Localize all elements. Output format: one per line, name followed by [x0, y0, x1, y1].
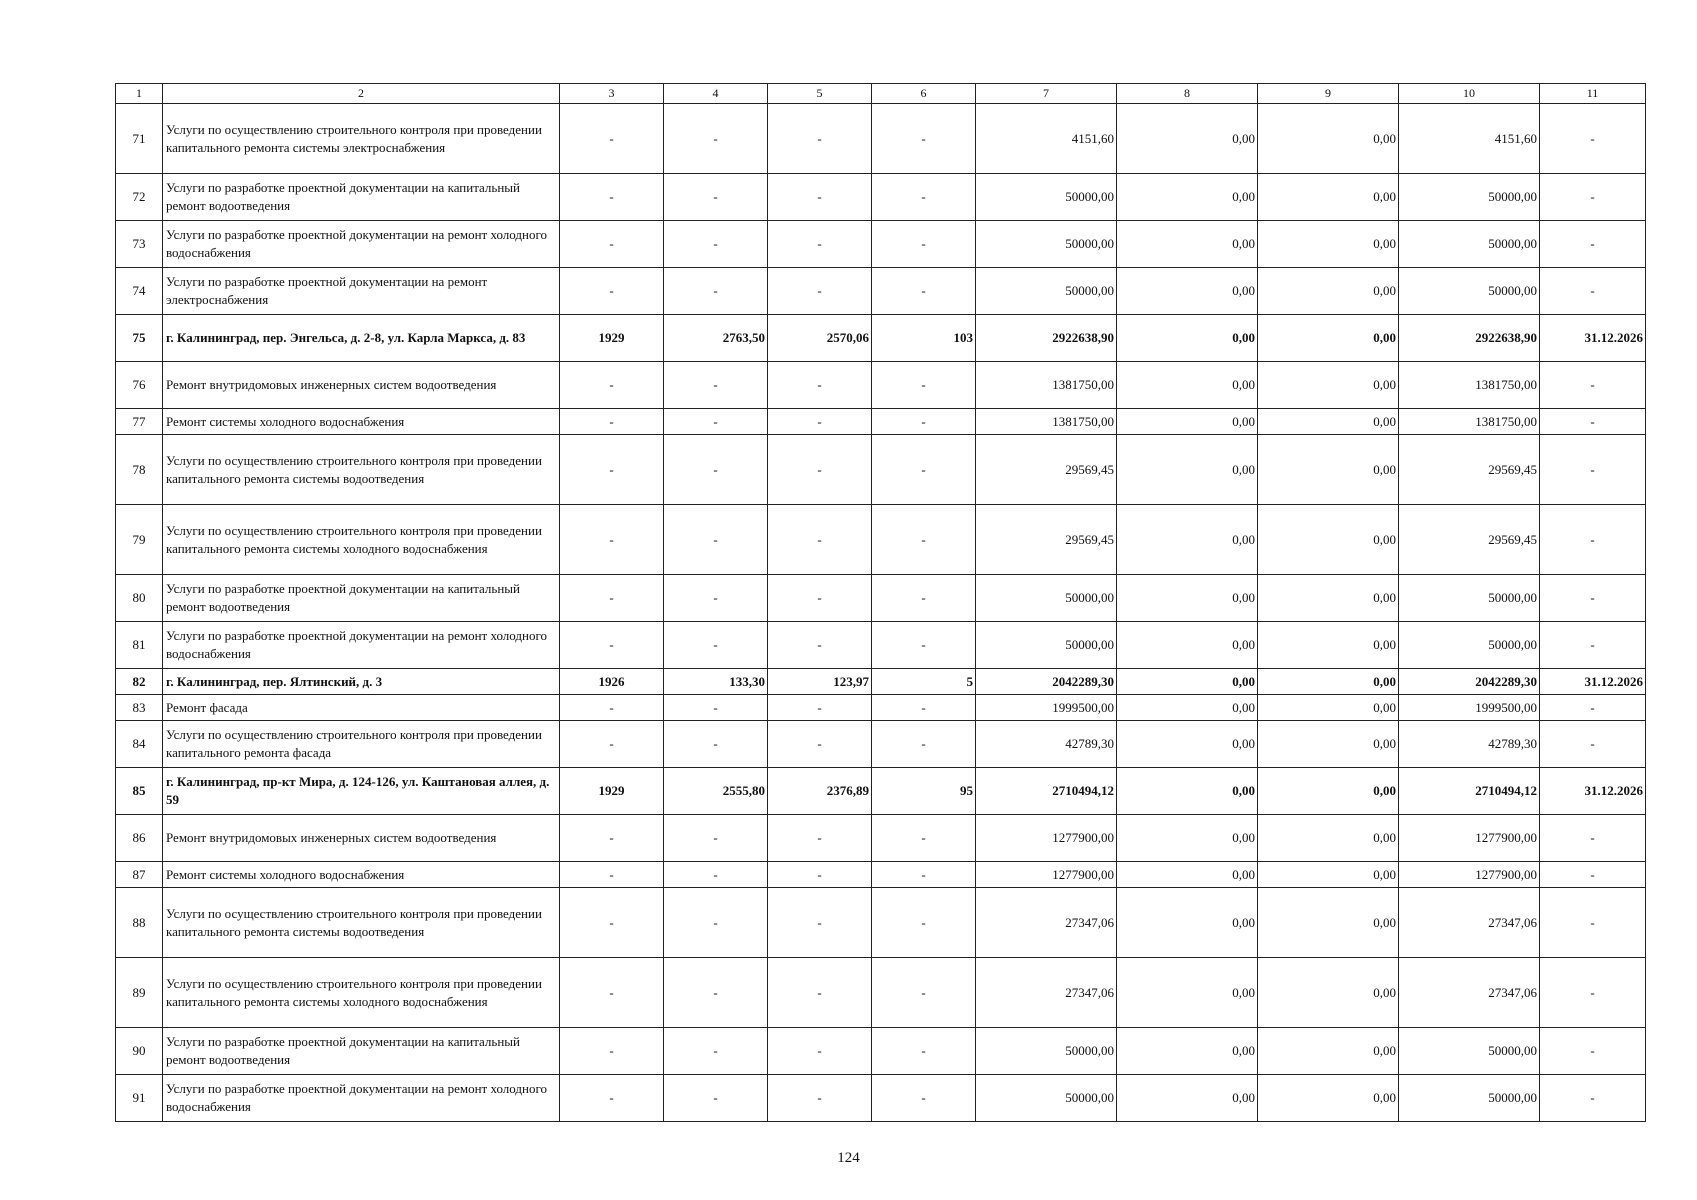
address-row — [116, 669, 1646, 695]
residents-cell: - — [872, 695, 976, 721]
work-item-row — [116, 721, 1646, 768]
cost-total-cell: 1999500,00 — [976, 695, 1117, 721]
work-description-cell: Услуги по осуществлению строительного контроля при проведении капитального ремонта системы водоотведения — [163, 435, 560, 505]
cost-total-cell: 50000,00 — [976, 622, 1117, 669]
column-number-header: 1 — [116, 84, 163, 104]
cost-total-cell: 50000,00 — [976, 268, 1117, 315]
completion-date-cell: - — [1540, 1028, 1646, 1075]
work-description-cell: Ремонт внутридомовых инженерных систем водоотведения — [163, 815, 560, 862]
year-cell: 1926 — [560, 669, 664, 695]
cost-col8-cell: 0,00 — [1117, 505, 1258, 575]
cost-total-cell: 1381750,00 — [976, 409, 1117, 435]
area-total-cell: - — [664, 362, 768, 409]
area-total-cell: - — [664, 221, 768, 268]
cost-col10-cell: 2922638,90 — [1399, 315, 1540, 362]
cost-col10-cell: 50000,00 — [1399, 1028, 1540, 1075]
residents-cell: - — [872, 104, 976, 174]
column-number-header: 5 — [768, 84, 872, 104]
work-item-row — [116, 174, 1646, 221]
residents-cell: - — [872, 721, 976, 768]
year-cell: - — [560, 1075, 664, 1122]
cost-col8-cell: 0,00 — [1117, 1028, 1258, 1075]
work-description-cell: Ремонт системы холодного водоснабжения — [163, 409, 560, 435]
work-item-row — [116, 888, 1646, 958]
cost-total-cell: 27347,06 — [976, 958, 1117, 1028]
work-description-cell: Услуги по осуществлению строительного контроля при проведении капитального ремонта системы водоотведения — [163, 888, 560, 958]
cost-total-cell: 29569,45 — [976, 435, 1117, 505]
residents-cell: - — [872, 888, 976, 958]
work-description-cell: Услуги по осуществлению строительного контроля при проведении капитального ремонта системы электроснабжения — [163, 104, 560, 174]
row-number-cell: 89 — [116, 958, 163, 1028]
column-number-header: 9 — [1258, 84, 1399, 104]
row-number-cell: 73 — [116, 221, 163, 268]
work-description-cell: г. Калининград, пр-кт Мира, д. 124-126, ул. Каштановая аллея, д. 59 — [163, 768, 560, 815]
row-number-cell: 87 — [116, 862, 163, 888]
cost-total-cell: 29569,45 — [976, 505, 1117, 575]
cost-col10-cell: 4151,60 — [1399, 104, 1540, 174]
work-description-cell: Услуги по осуществлению строительного контроля при проведении капитального ремонта системы холодного водоснабжения — [163, 505, 560, 575]
area-total-cell: - — [664, 409, 768, 435]
cost-total-cell: 2710494,12 — [976, 768, 1117, 815]
row-number-cell: 90 — [116, 1028, 163, 1075]
completion-date-cell: - — [1540, 815, 1646, 862]
area-total-cell: - — [664, 435, 768, 505]
row-number-cell: 77 — [116, 409, 163, 435]
area-living-cell: - — [768, 721, 872, 768]
cost-col9-cell: 0,00 — [1258, 1075, 1399, 1122]
row-number-cell: 81 — [116, 622, 163, 669]
cost-col10-cell: 50000,00 — [1399, 221, 1540, 268]
year-cell: - — [560, 435, 664, 505]
residents-cell: - — [872, 268, 976, 315]
cost-total-cell: 1277900,00 — [976, 815, 1117, 862]
work-item-row — [116, 505, 1646, 575]
row-number-cell: 85 — [116, 768, 163, 815]
column-number-header: 2 — [163, 84, 560, 104]
cost-col8-cell: 0,00 — [1117, 221, 1258, 268]
cost-total-cell: 50000,00 — [976, 221, 1117, 268]
completion-date-cell: - — [1540, 622, 1646, 669]
cost-col9-cell: 0,00 — [1258, 315, 1399, 362]
completion-date-cell: - — [1540, 695, 1646, 721]
work-item-row — [116, 435, 1646, 505]
area-total-cell: - — [664, 104, 768, 174]
work-description-cell: Услуги по разработке проектной документации на ремонт холодного водоснабжения — [163, 221, 560, 268]
area-living-cell: - — [768, 409, 872, 435]
work-item-row — [116, 268, 1646, 315]
cost-col9-cell: 0,00 — [1258, 174, 1399, 221]
year-cell: - — [560, 575, 664, 622]
cost-total-cell: 50000,00 — [976, 174, 1117, 221]
residents-cell: 103 — [872, 315, 976, 362]
completion-date-cell: 31.12.2026 — [1540, 315, 1646, 362]
completion-date-cell: - — [1540, 958, 1646, 1028]
completion-date-cell: - — [1540, 862, 1646, 888]
residents-cell: - — [872, 1075, 976, 1122]
cost-col9-cell: 0,00 — [1258, 221, 1399, 268]
cost-col10-cell: 50000,00 — [1399, 1075, 1540, 1122]
row-number-cell: 86 — [116, 815, 163, 862]
cost-col10-cell: 27347,06 — [1399, 958, 1540, 1028]
column-number-header: 4 — [664, 84, 768, 104]
cost-col8-cell: 0,00 — [1117, 104, 1258, 174]
residents-cell: - — [872, 409, 976, 435]
work-item-row — [116, 862, 1646, 888]
cost-col10-cell: 2710494,12 — [1399, 768, 1540, 815]
area-total-cell: - — [664, 888, 768, 958]
cost-col9-cell: 0,00 — [1258, 958, 1399, 1028]
row-number-cell: 74 — [116, 268, 163, 315]
area-total-cell: - — [664, 1028, 768, 1075]
work-item-row — [116, 1075, 1646, 1122]
row-number-cell: 71 — [116, 104, 163, 174]
year-cell: - — [560, 958, 664, 1028]
area-living-cell: - — [768, 268, 872, 315]
cost-col8-cell: 0,00 — [1117, 174, 1258, 221]
cost-col10-cell: 29569,45 — [1399, 435, 1540, 505]
residents-cell: - — [872, 815, 976, 862]
year-cell: - — [560, 221, 664, 268]
area-total-cell: - — [664, 268, 768, 315]
cost-col9-cell: 0,00 — [1258, 435, 1399, 505]
row-number-cell: 91 — [116, 1075, 163, 1122]
residents-cell: - — [872, 221, 976, 268]
cost-col8-cell: 0,00 — [1117, 435, 1258, 505]
area-total-cell: - — [664, 958, 768, 1028]
cost-total-cell: 1381750,00 — [976, 362, 1117, 409]
cost-col9-cell: 0,00 — [1258, 362, 1399, 409]
cost-col9-cell: 0,00 — [1258, 888, 1399, 958]
cost-col8-cell: 0,00 — [1117, 362, 1258, 409]
residents-cell: - — [872, 862, 976, 888]
year-cell: - — [560, 888, 664, 958]
work-description-cell: Услуги по разработке проектной документации на капитальный ремонт водоотведения — [163, 1028, 560, 1075]
year-cell: - — [560, 505, 664, 575]
residents-cell: - — [872, 1028, 976, 1075]
cost-col8-cell: 0,00 — [1117, 315, 1258, 362]
cost-col10-cell: 50000,00 — [1399, 622, 1540, 669]
cost-col9-cell: 0,00 — [1258, 1028, 1399, 1075]
area-living-cell: 2570,06 — [768, 315, 872, 362]
cost-total-cell: 2042289,30 — [976, 669, 1117, 695]
area-total-cell: - — [664, 862, 768, 888]
completion-date-cell: 31.12.2026 — [1540, 768, 1646, 815]
column-number-row — [116, 84, 1646, 104]
cost-col10-cell: 27347,06 — [1399, 888, 1540, 958]
year-cell: - — [560, 622, 664, 669]
area-living-cell: - — [768, 575, 872, 622]
cost-col8-cell: 0,00 — [1117, 695, 1258, 721]
area-living-cell: - — [768, 862, 872, 888]
row-number-cell: 88 — [116, 888, 163, 958]
work-description-cell: Услуги по разработке проектной документации на ремонт электроснабжения — [163, 268, 560, 315]
completion-date-cell: - — [1540, 505, 1646, 575]
row-number-cell: 76 — [116, 362, 163, 409]
area-total-cell: - — [664, 815, 768, 862]
year-cell: 1929 — [560, 315, 664, 362]
area-living-cell: - — [768, 958, 872, 1028]
cost-total-cell: 2922638,90 — [976, 315, 1117, 362]
year-cell: - — [560, 695, 664, 721]
year-cell: - — [560, 362, 664, 409]
row-number-cell: 83 — [116, 695, 163, 721]
area-living-cell: - — [768, 695, 872, 721]
cost-col9-cell: 0,00 — [1258, 268, 1399, 315]
area-living-cell: - — [768, 221, 872, 268]
cost-total-cell: 50000,00 — [976, 575, 1117, 622]
completion-date-cell: - — [1540, 174, 1646, 221]
cost-col10-cell: 1999500,00 — [1399, 695, 1540, 721]
completion-date-cell: - — [1540, 575, 1646, 622]
completion-date-cell: - — [1540, 435, 1646, 505]
residents-cell: - — [872, 622, 976, 669]
completion-date-cell: - — [1540, 409, 1646, 435]
area-living-cell: - — [768, 1028, 872, 1075]
area-total-cell: - — [664, 622, 768, 669]
cost-col10-cell: 1277900,00 — [1399, 862, 1540, 888]
area-living-cell: - — [768, 622, 872, 669]
cost-col10-cell: 50000,00 — [1399, 268, 1540, 315]
work-item-row — [116, 575, 1646, 622]
cost-col8-cell: 0,00 — [1117, 669, 1258, 695]
area-living-cell: - — [768, 362, 872, 409]
cost-col8-cell: 0,00 — [1117, 958, 1258, 1028]
work-description-cell: Услуги по осуществлению строительного контроля при проведении капитального ремонта фасада — [163, 721, 560, 768]
area-living-cell: - — [768, 505, 872, 575]
cost-col8-cell: 0,00 — [1117, 721, 1258, 768]
year-cell: - — [560, 104, 664, 174]
cost-col9-cell: 0,00 — [1258, 768, 1399, 815]
completion-date-cell: - — [1540, 221, 1646, 268]
residents-cell: - — [872, 958, 976, 1028]
residents-cell: - — [872, 575, 976, 622]
work-description-cell: Ремонт системы холодного водоснабжения — [163, 862, 560, 888]
row-number-cell: 80 — [116, 575, 163, 622]
row-number-cell: 82 — [116, 669, 163, 695]
residents-cell: - — [872, 174, 976, 221]
cost-col8-cell: 0,00 — [1117, 862, 1258, 888]
address-row — [116, 315, 1646, 362]
cost-col8-cell: 0,00 — [1117, 268, 1258, 315]
cost-col9-cell: 0,00 — [1258, 669, 1399, 695]
area-living-cell: - — [768, 435, 872, 505]
area-living-cell: - — [768, 888, 872, 958]
area-total-cell: - — [664, 1075, 768, 1122]
year-cell: 1929 — [560, 768, 664, 815]
cost-col9-cell: 0,00 — [1258, 409, 1399, 435]
column-number-header: 11 — [1540, 84, 1646, 104]
completion-date-cell: - — [1540, 104, 1646, 174]
cost-col9-cell: 0,00 — [1258, 505, 1399, 575]
residents-cell: 95 — [872, 768, 976, 815]
year-cell: - — [560, 1028, 664, 1075]
area-living-cell: - — [768, 815, 872, 862]
column-number-header: 6 — [872, 84, 976, 104]
residents-cell: - — [872, 435, 976, 505]
cost-col9-cell: 0,00 — [1258, 104, 1399, 174]
cost-col8-cell: 0,00 — [1117, 815, 1258, 862]
work-item-row — [116, 362, 1646, 409]
area-living-cell: 2376,89 — [768, 768, 872, 815]
cost-col10-cell: 29569,45 — [1399, 505, 1540, 575]
cost-col9-cell: 0,00 — [1258, 622, 1399, 669]
work-description-cell: Услуги по осуществлению строительного контроля при проведении капитального ремонта системы холодного водоснабжения — [163, 958, 560, 1028]
row-number-cell: 84 — [116, 721, 163, 768]
cost-col9-cell: 0,00 — [1258, 721, 1399, 768]
cost-col9-cell: 0,00 — [1258, 575, 1399, 622]
year-cell: - — [560, 409, 664, 435]
year-cell: - — [560, 862, 664, 888]
area-total-cell: 133,30 — [664, 669, 768, 695]
cost-col8-cell: 0,00 — [1117, 768, 1258, 815]
residents-cell: 5 — [872, 669, 976, 695]
cost-col8-cell: 0,00 — [1117, 622, 1258, 669]
row-number-cell: 78 — [116, 435, 163, 505]
cost-col10-cell: 1381750,00 — [1399, 409, 1540, 435]
completion-date-cell: - — [1540, 721, 1646, 768]
cost-col9-cell: 0,00 — [1258, 695, 1399, 721]
column-number-header: 3 — [560, 84, 664, 104]
cost-col8-cell: 0,00 — [1117, 409, 1258, 435]
work-description-cell: Услуги по разработке проектной документации на капитальный ремонт водоотведения — [163, 174, 560, 221]
cost-total-cell: 1277900,00 — [976, 862, 1117, 888]
area-total-cell: - — [664, 721, 768, 768]
cost-col10-cell: 1381750,00 — [1399, 362, 1540, 409]
work-item-row — [116, 104, 1646, 174]
work-item-row — [116, 409, 1646, 435]
work-description-cell: Ремонт внутридомовых инженерных систем водоотведения — [163, 362, 560, 409]
cost-col9-cell: 0,00 — [1258, 862, 1399, 888]
area-total-cell: 2555,80 — [664, 768, 768, 815]
year-cell: - — [560, 815, 664, 862]
work-description-cell: Услуги по разработке проектной документации на капитальный ремонт водоотведения — [163, 575, 560, 622]
work-item-row — [116, 695, 1646, 721]
completion-date-cell: - — [1540, 362, 1646, 409]
cost-col10-cell: 2042289,30 — [1399, 669, 1540, 695]
residents-cell: - — [872, 505, 976, 575]
year-cell: - — [560, 268, 664, 315]
completion-date-cell: - — [1540, 268, 1646, 315]
cost-col10-cell: 42789,30 — [1399, 721, 1540, 768]
area-living-cell: - — [768, 1075, 872, 1122]
area-living-cell: - — [768, 174, 872, 221]
completion-date-cell: 31.12.2026 — [1540, 669, 1646, 695]
work-description-cell: Услуги по разработке проектной документации на ремонт холодного водоснабжения — [163, 622, 560, 669]
area-total-cell: - — [664, 695, 768, 721]
column-number-header: 10 — [1399, 84, 1540, 104]
row-number-cell: 75 — [116, 315, 163, 362]
row-number-cell: 79 — [116, 505, 163, 575]
area-total-cell: 2763,50 — [664, 315, 768, 362]
cost-total-cell: 50000,00 — [976, 1075, 1117, 1122]
area-total-cell: - — [664, 575, 768, 622]
work-item-row — [116, 815, 1646, 862]
repair-plan-table — [115, 83, 1646, 1122]
area-living-cell: 123,97 — [768, 669, 872, 695]
completion-date-cell: - — [1540, 888, 1646, 958]
work-item-row — [116, 958, 1646, 1028]
cost-total-cell: 42789,30 — [976, 721, 1117, 768]
residents-cell: - — [872, 362, 976, 409]
work-description-cell: г. Калининград, пер. Ялтинский, д. 3 — [163, 669, 560, 695]
year-cell: - — [560, 721, 664, 768]
cost-total-cell: 50000,00 — [976, 1028, 1117, 1075]
cost-col8-cell: 0,00 — [1117, 575, 1258, 622]
work-item-row — [116, 622, 1646, 669]
area-total-cell: - — [664, 174, 768, 221]
area-total-cell: - — [664, 505, 768, 575]
area-living-cell: - — [768, 104, 872, 174]
cost-col8-cell: 0,00 — [1117, 1075, 1258, 1122]
column-number-header: 7 — [976, 84, 1117, 104]
column-number-header: 8 — [1117, 84, 1258, 104]
cost-col8-cell: 0,00 — [1117, 888, 1258, 958]
work-description-cell: Услуги по разработке проектной документации на ремонт холодного водоснабжения — [163, 1075, 560, 1122]
work-description-cell: Ремонт фасада — [163, 695, 560, 721]
row-number-cell: 72 — [116, 174, 163, 221]
cost-col10-cell: 1277900,00 — [1399, 815, 1540, 862]
cost-total-cell: 4151,60 — [976, 104, 1117, 174]
address-row — [116, 768, 1646, 815]
cost-total-cell: 27347,06 — [976, 888, 1117, 958]
work-item-row — [116, 221, 1646, 268]
cost-col9-cell: 0,00 — [1258, 815, 1399, 862]
work-description-cell: г. Калининград, пер. Энгельса, д. 2-8, ул. Карла Маркса, д. 83 — [163, 315, 560, 362]
page-number: 124 — [837, 1150, 860, 1166]
year-cell: - — [560, 174, 664, 221]
completion-date-cell: - — [1540, 1075, 1646, 1122]
work-item-row — [116, 1028, 1646, 1075]
cost-col10-cell: 50000,00 — [1399, 174, 1540, 221]
cost-col10-cell: 50000,00 — [1399, 575, 1540, 622]
